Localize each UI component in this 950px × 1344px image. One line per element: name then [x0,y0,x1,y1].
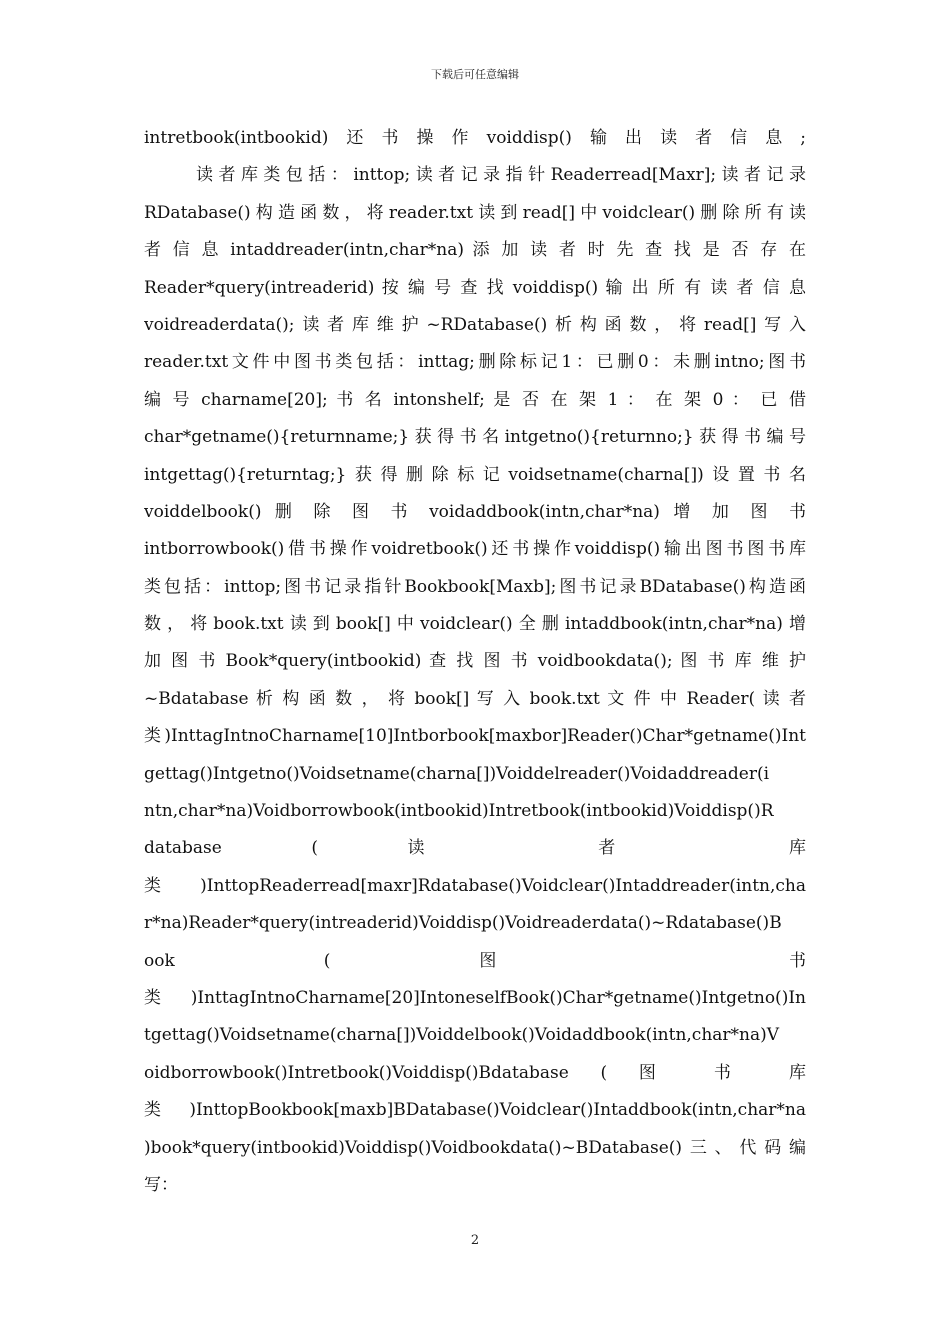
text-line: oidborrowbook()Intretbook()Voiddisp()Bdatabase ( 图 书 库 [144,1062,806,1083]
text-line: 类)InttagIntnoCharname[10]Intborbook[maxbor]Reader()Char*getname()Int [144,726,806,747]
text-line: 写： [144,1174,178,1195]
text-line: 数，将book.txt读到book[]中voidclear()全删intaddbook(intn,char*na)增 [144,614,806,635]
text-line: 类)InttagIntnoCharname[20]IntoneselfBook()Char*getname()Intgetno()In [144,987,806,1008]
text-line: voidreaderdata();读者库维护~RDatabase()析构函数，将read[]写入 [144,314,806,335]
text-line: 类包括：inttop;图书记录指针Bookbook[Maxb];图书记录BDatabase()构造函 [144,576,806,597]
text-line: 读者库类包括：inttop;读者记录指针Readerread[Maxr];读者记录 [196,165,806,186]
text-line: 类)InttopBookbook[maxb]BDatabase()Voidclear()Intaddbook(intn,char*na [144,1100,806,1121]
text-line: ntn,char*na)Voidborrowbook(intbookid)Intretbook(intbookid)Voiddisp()R [144,801,774,822]
text-line: char*getname(){returnname;}获得书名intgetno(){returnno;}获得书编号 [144,427,806,448]
body-text [144,120,806,1204]
text-line: ook ( 图 书 [144,950,806,971]
text-line: gettag()Intgetno()Voidsetname(charna[])Voiddelreader()Voidaddreader(i [144,763,770,784]
text-line: Reader*query(intreaderid) 按 编 号 查 找 voiddisp() 输 出 所 有 读 者 信 息 [144,277,806,298]
text-line: intborrowbook()借书操作voidretbook()还书操作voiddisp()输出图书图书库 [144,539,806,560]
page-number: 2 [470,1233,480,1248]
text-line: 者 信 息 intaddreader(intn,char*na) 添 加 读 者 时 先 查 找 是 否 存 在 [144,240,806,261]
text-line: 类)InttopReaderread[maxr]Rdatabase()Voidclear()Intaddreader(intn,cha [144,875,806,896]
text-line: database ( 读 者 库 [144,838,806,859]
text-line: 编 号 charname[20]; 书 名 intonshelf; 是 否 在 架 1 ： 在 架 0 ： 已 借 [144,389,806,410]
text-line: 加 图 书 Book*query(intbookid) 查 找 图 书 voidbookdata(); 图 书 库 维 护 [144,651,806,672]
text-line: intretbook(intbookid)还书操作voiddisp()输出读者信息; [144,128,806,148]
text-line: intgettag(){returntag;}获得删除标记voidsetname(charna[])设置书名 [144,464,806,485]
text-line: voiddelbook() 删 除 图 书 voidaddbook(intn,char*na) 增 加 图 书 [144,501,806,522]
text-line: tgettag()Voidsetname(charna[])Voiddelbook()Voidaddbook(intn,char*na)V [144,1025,780,1046]
text-line: reader.txt文件中图书类包括：inttag;删除标记1：已删0：未删intno;图书 [144,352,806,373]
page-header: 下载后可任意编辑 [431,68,519,81]
text-line: )book*query(intbookid)Voiddisp()Voidbookdata()~BDatabase()三、代码编 [144,1137,806,1158]
text-line: ~Bdatabase 析 构 函 数 ， 将 book[] 写 入 book.txt 文 件 中 Reader( 读 者 [144,688,806,709]
text-line: RDatabase()构造函数，将reader.txt读到read[]中voidclear()删除所有读 [144,202,806,223]
text-line: r*na)Reader*query(intreaderid)Voiddisp()Voidreaderdata()~Rdatabase()B [144,913,782,934]
